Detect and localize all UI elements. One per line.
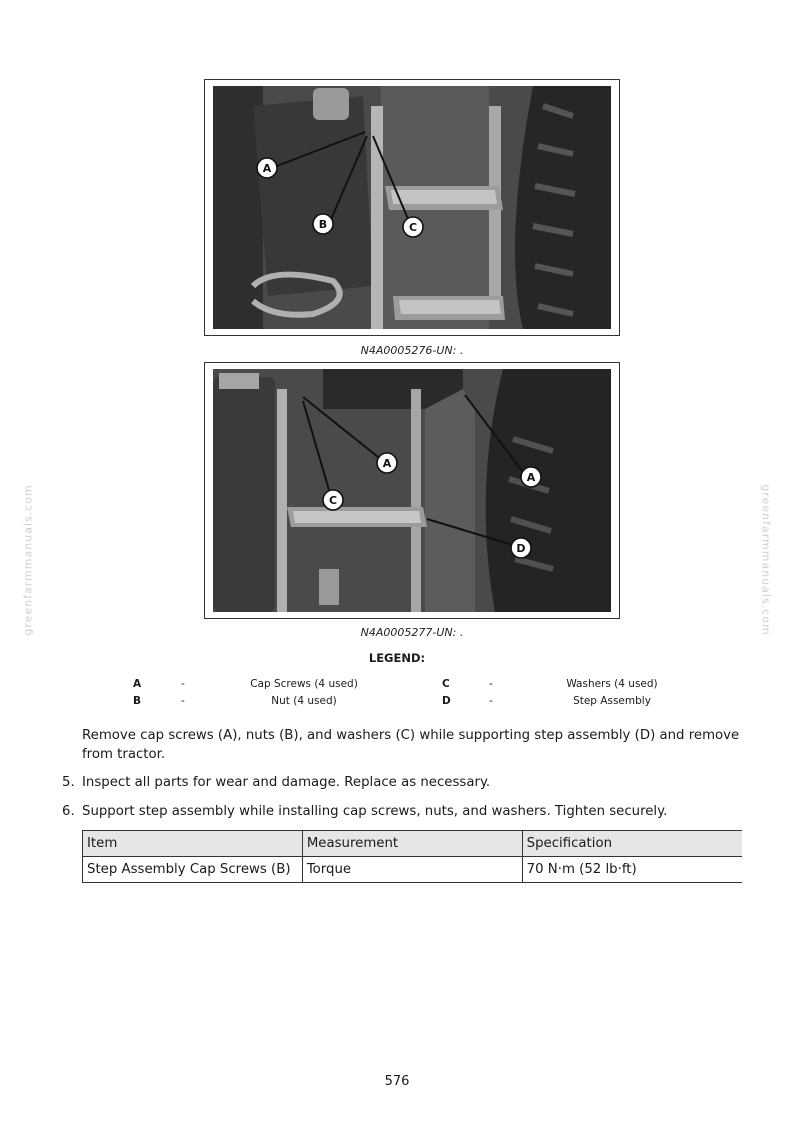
table-cell: Torque — [302, 857, 522, 883]
page-number: 576 — [384, 1074, 410, 1089]
table-row — [83, 857, 743, 883]
figure-2-callout-c: C — [328, 494, 338, 507]
legend-dash: - — [489, 678, 493, 690]
legend-key: C — [442, 678, 450, 690]
table-cell: Step Assembly Cap Screws (B) — [83, 857, 303, 883]
legend-value: Step Assembly — [573, 695, 651, 707]
legend-dash: - — [181, 678, 185, 690]
figure-2-illustration — [213, 369, 611, 612]
legend-dash: - — [181, 695, 185, 707]
instruction-paragraph: Remove cap screws (A), nuts (B), and washers (C) while supporting step assembly (D) and remove from tractor. — [82, 728, 740, 762]
legend-key: D — [442, 695, 451, 707]
legend-value: Nut (4 used) — [271, 695, 337, 707]
legend-value: Washers (4 used) — [566, 678, 658, 690]
step-6 — [62, 802, 667, 821]
legend — [0, 678, 794, 712]
legend-key: A — [133, 678, 142, 690]
table-header: Specification — [522, 831, 742, 857]
specification-table — [82, 830, 742, 883]
figure-2 — [204, 362, 620, 619]
legend-key: B — [133, 695, 142, 707]
figure-2-callout-d: D — [516, 542, 526, 555]
watermark-right: greenfarmmanuals.com — [759, 484, 773, 636]
step-text: Support step assembly while installing cap screws, nuts, and washers. Tighten securely. — [82, 804, 668, 819]
step-5 — [62, 773, 490, 792]
figure-1-callout-a: A — [262, 162, 272, 175]
table-header-row — [83, 831, 743, 857]
table-header: Item — [83, 831, 303, 857]
legend-row — [0, 695, 794, 712]
watermark-left: greenfarmmanuals.com — [21, 484, 35, 636]
figure-1-illustration — [213, 86, 611, 329]
figure-2-callout-a-right: A — [526, 471, 536, 484]
legend-title: LEGEND: — [368, 651, 426, 665]
figure-2-caption: N4A0005277-UN: . — [360, 626, 464, 639]
figure-1-callout-c: C — [408, 221, 418, 234]
table-header: Measurement — [302, 831, 522, 857]
legend-row — [0, 678, 794, 695]
step-number: 5. — [62, 775, 75, 790]
figure-1-caption: N4A0005276-UN: . — [360, 344, 464, 357]
legend-value: Cap Screws (4 used) — [250, 678, 358, 690]
table-cell: 70 N·m (52 lb·ft) — [522, 857, 742, 883]
step-text: Inspect all parts for wear and damage. Replace as necessary. — [82, 775, 491, 790]
legend-dash: - — [489, 695, 493, 707]
figure-2-callout-a-left: A — [382, 457, 392, 470]
figure-1 — [204, 79, 620, 336]
figure-1-callout-b: B — [318, 218, 328, 231]
step-number: 6. — [62, 804, 75, 819]
